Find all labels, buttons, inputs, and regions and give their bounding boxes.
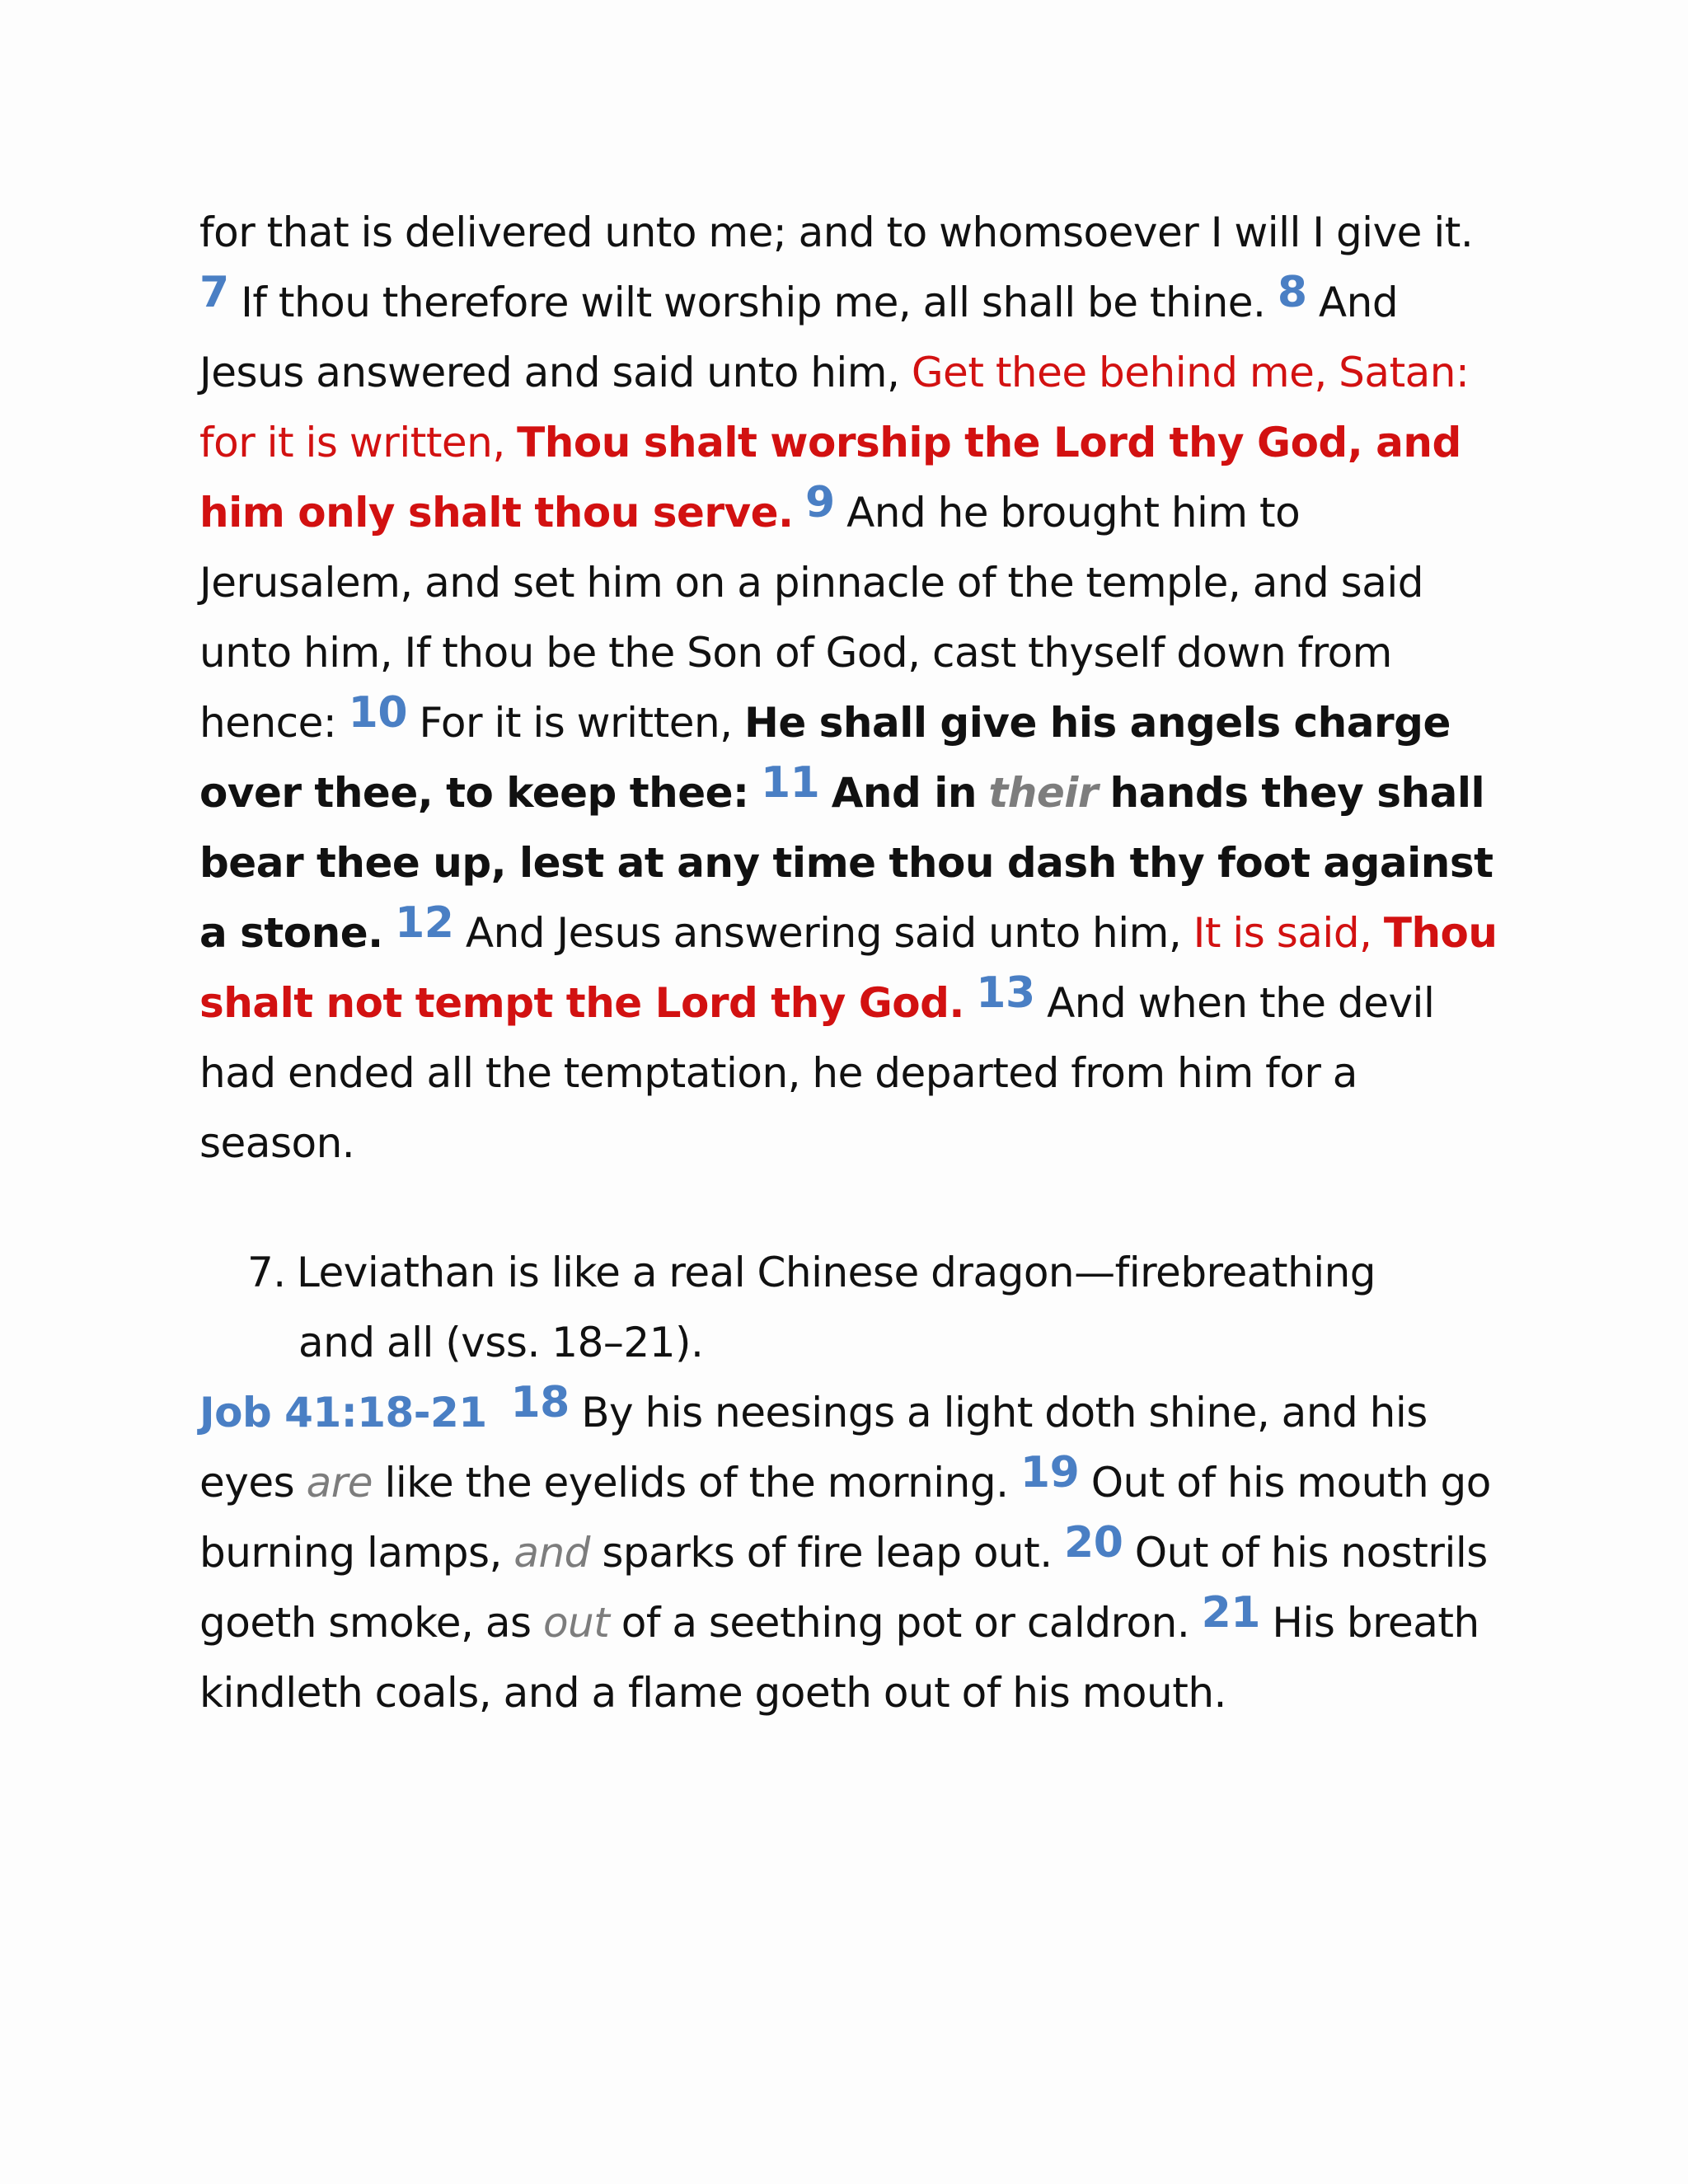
list-number: 7. <box>247 1249 286 1296</box>
numbered-list-item <box>247 1238 1484 1378</box>
verse-number: 10 <box>348 688 408 738</box>
verse-number: 11 <box>760 758 820 808</box>
words-of-jesus: Get thee behind me, Satan: for it is written, <box>199 349 1470 466</box>
passage-text: Out of his nostrils goeth smoke, as <box>199 1529 1488 1647</box>
verse-number: 21 <box>1201 1588 1260 1638</box>
words-of-jesus-quotation: Thou shalt worship the Lord thy God, and him only shalt thou serve. <box>199 419 1461 537</box>
passage-text: Out of his mouth go burning lamps, <box>199 1459 1491 1577</box>
quotation-text: He shall give his angels charge over thee, to keep thee: <box>199 699 1451 817</box>
list-item-text-continued: and all (vss. 18–21). <box>298 1319 704 1366</box>
passage-text: of a seething pot or caldron. <box>621 1599 1190 1647</box>
scripture-passage-job <box>199 1378 1502 1728</box>
passage-text: And Jesus answered and said unto him, <box>199 279 1399 396</box>
words-of-jesus-quotation: Thou shalt not tempt the Lord thy God. <box>199 909 1498 1027</box>
verse-number: 12 <box>395 898 454 948</box>
words-of-jesus: It is said, <box>1193 909 1372 957</box>
scripture-passage-luke <box>199 198 1502 1179</box>
scripture-reference: Job 41:18-21 <box>199 1389 487 1436</box>
verse-number: 13 <box>976 968 1035 1018</box>
verse-number: 8 <box>1277 268 1307 317</box>
verse-number: 20 <box>1064 1518 1123 1568</box>
passage-text: By his neesings a light doth shine, and his eyes <box>199 1389 1428 1507</box>
passage-text: And Jesus answering said unto him, <box>465 909 1182 957</box>
supplied-word: are <box>306 1459 373 1507</box>
list-item-text: Leviathan is like a real Chinese dragon—firebreathing <box>297 1249 1376 1296</box>
verse-number: 7 <box>199 268 229 317</box>
passage-text: like the eyelids of the morning. <box>384 1459 1009 1507</box>
passage-text: for that is delivered unto me; and to whomsoever I will I give it. <box>199 209 1474 256</box>
verse-number: 19 <box>1020 1448 1080 1497</box>
quotation-text: hands they shall bear thee up, lest at any time thou dash thy foot against a stone. <box>199 769 1493 957</box>
verse-number: 9 <box>804 478 835 527</box>
passage-text: For it is written, <box>419 699 733 747</box>
verse-number: 18 <box>510 1378 570 1427</box>
passage-text: And when the devil had ended all the temptation, he departed from him for a season. <box>199 979 1435 1167</box>
passage-text: sparks of fire leap out. <box>602 1529 1053 1577</box>
passage-text: And he brought him to Jerusalem, and set him on a pinnacle of the temple, and said unto him, If thou be the Son of God, cast thyself down from hence: <box>199 489 1424 747</box>
supplied-word: out <box>542 1599 610 1647</box>
supplied-word: and <box>513 1529 590 1577</box>
passage-text: His breath kindleth coals, and a flame goeth out of his mouth. <box>199 1599 1479 1717</box>
quotation-text: And in <box>831 769 977 817</box>
passage-text: If thou therefore wilt worship me, all shall be thine. <box>241 279 1266 326</box>
supplied-word: their <box>988 769 1099 817</box>
